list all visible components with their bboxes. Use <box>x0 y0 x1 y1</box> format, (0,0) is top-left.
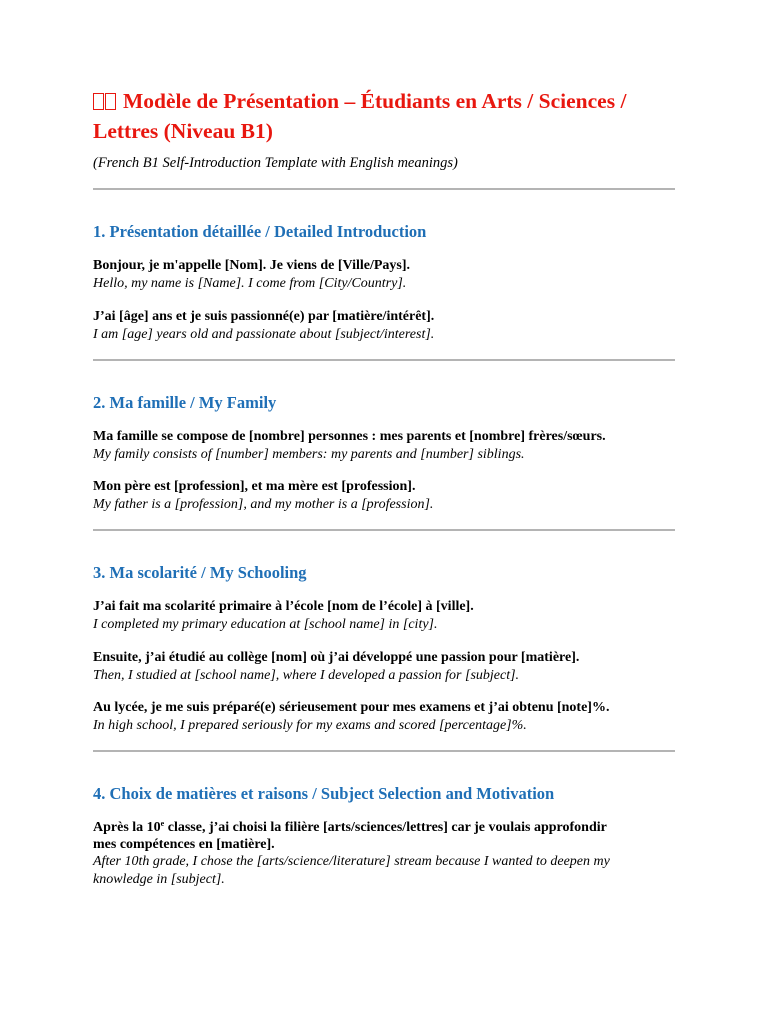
entry <box>93 429 675 463</box>
divider <box>93 188 675 190</box>
section-heading-introduction: 1. Présentation détaillée / Detailed Introduction <box>93 222 427 241</box>
english-translation: My family consists of [number] members: my parents and [number] siblings. <box>93 446 525 462</box>
english-translation: I am [age] years old and passionate about [subject/interest]. <box>93 326 435 342</box>
section-heading-schooling: 3. Ma scolarité / My Schooling <box>93 563 307 582</box>
entry <box>93 700 675 734</box>
french-sentence: Bonjour, je m'appelle [Nom]. Je viens de [Ville/Pays]. <box>93 258 411 273</box>
entry <box>93 258 675 292</box>
english-translation: I completed my primary education at [school name] in [city]. <box>93 616 438 632</box>
document-title <box>93 87 693 145</box>
french-sentence: Ensuite, j’ai étudié au collège [nom] où j’ai développé une passion pour [matière]. <box>93 650 580 665</box>
english-translation: Hello, my name is [Name]. I come from [City/Country]. <box>93 275 407 291</box>
entry <box>93 479 675 513</box>
entry <box>93 309 675 343</box>
divider <box>93 359 675 361</box>
section-heading-family: 2. Ma famille / My Family <box>93 393 277 412</box>
french-sentence: J’ai [âge] ans et je suis passionné(e) par [matière/intérêt]. <box>93 309 435 324</box>
section-heading-subject-selection: 4. Choix de matières et raisons / Subject Selection and Motivation <box>93 784 555 803</box>
title-line-1: Modèle de Présentation – Étudiants en Arts / Sciences / <box>123 89 627 113</box>
french-sentence: Après la 10e classe, j’ai choisi la filière [arts/sciences/lettres] car je voulais approfondir mes compétences en [matière]. <box>93 819 607 852</box>
english-translation: My father is a [profession], and my mother is a [profession]. <box>93 496 434 512</box>
french-sentence: J’ai fait ma scolarité primaire à l’école [nom de l’école] à [ville]. <box>93 599 474 614</box>
entry <box>93 650 675 684</box>
english-translation: In high school, I prepared seriously for my exams and scored [percentage]%. <box>93 717 527 733</box>
english-translation: After 10th grade, I chose the [arts/science/literature] stream because I wanted to deepen my knowledge in [subject]. <box>93 854 610 887</box>
entry <box>93 820 675 888</box>
divider <box>93 750 675 752</box>
french-sentence: Ma famille se compose de [nombre] personnes : mes parents et [nombre] frères/sœurs. <box>93 429 606 444</box>
document-subtitle: (French B1 Self-Introduction Template with English meanings) <box>93 155 458 171</box>
flag-icon <box>93 89 117 117</box>
french-sentence: Au lycée, je me suis préparé(e) sérieusement pour mes examens et j’ai obtenu [note]%. <box>93 700 610 715</box>
divider <box>93 529 675 531</box>
french-sentence: Mon père est [profession], et ma mère est [profession]. <box>93 479 416 494</box>
english-translation: Then, I studied at [school name], where I developed a passion for [subject]. <box>93 667 520 683</box>
title-line-2: Lettres (Niveau B1) <box>93 119 273 143</box>
entry <box>93 599 675 633</box>
